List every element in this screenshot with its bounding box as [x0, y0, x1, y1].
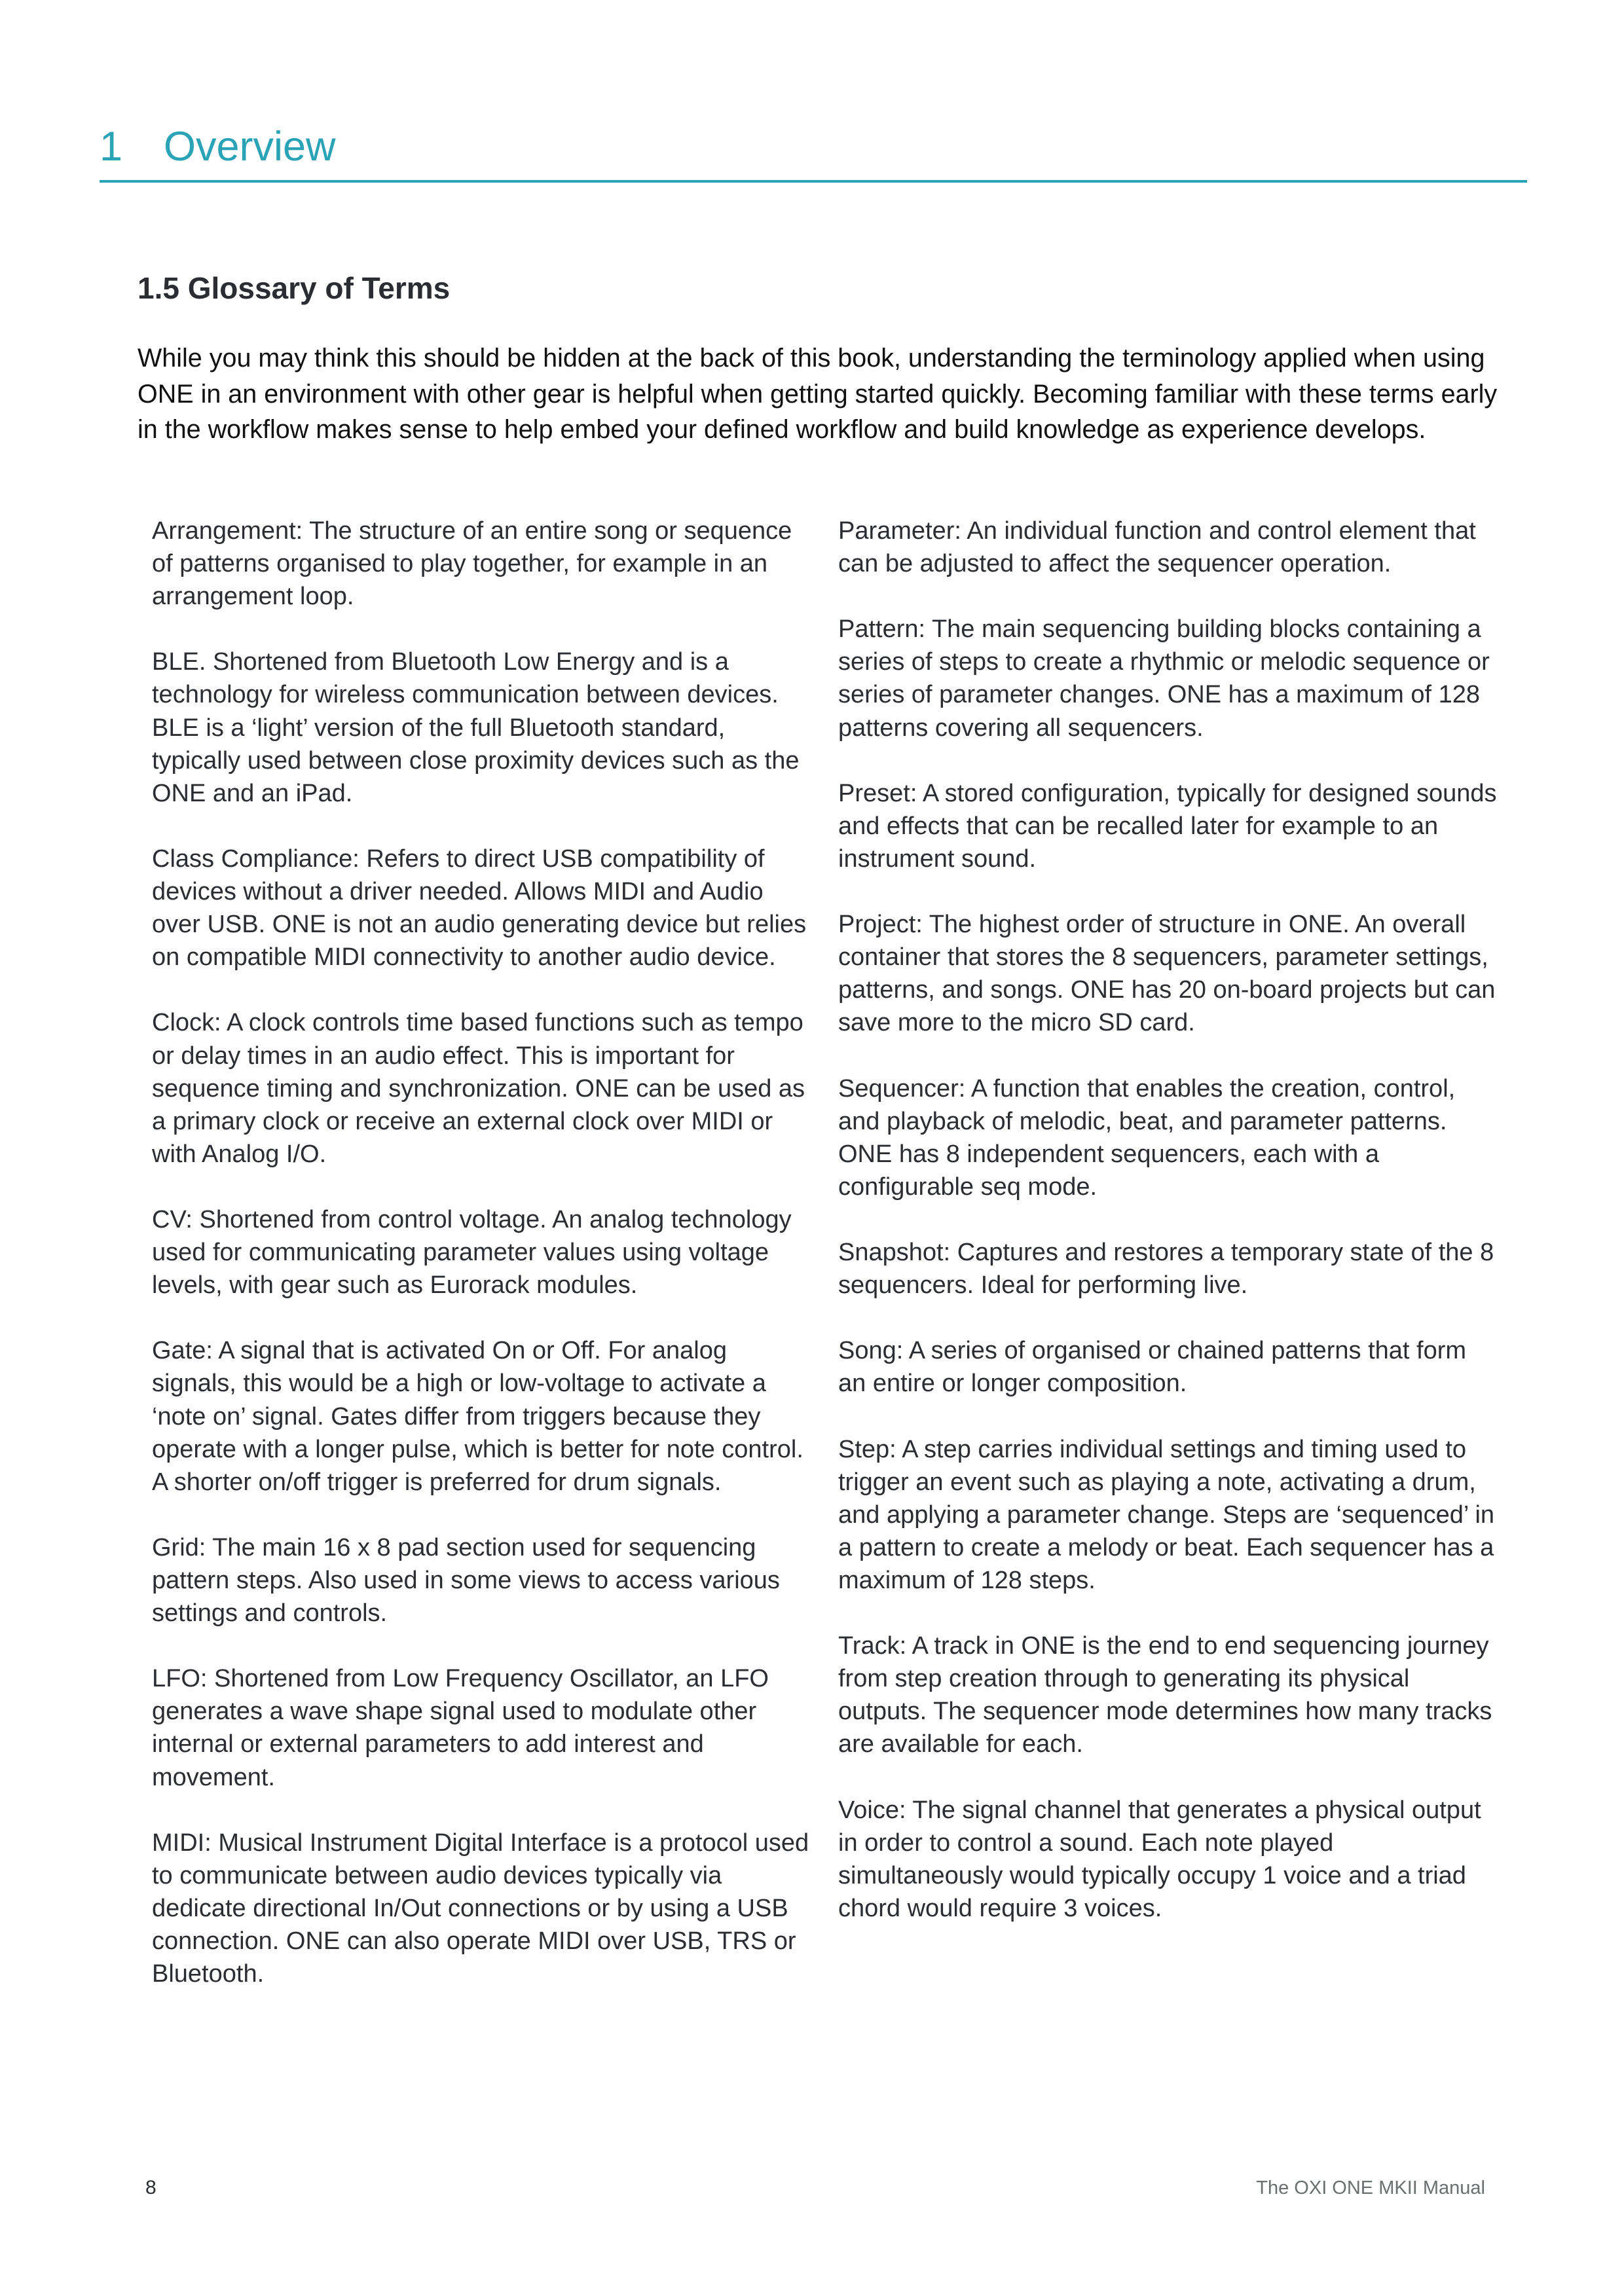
glossary-entry-snapshot: Snapshot: Captures and restores a temporary state of the 8 sequencers. Ideal for performing live.	[838, 1239, 1494, 1300]
glossary-entry-track: Track: A track in ONE is the end to end sequencing journey from step creation through to generating its physical outputs. The sequencer mode determines how many tracks are available for each.	[838, 1632, 1492, 1758]
chapter-number: 1	[100, 124, 123, 170]
glossary-entry-arrangement: Arrangement: The structure of an entire song or sequence of patterns organised to play together, for example in an arrangement loop.	[152, 517, 792, 611]
glossary-entry-sequencer: Sequencer: A function that enables the creation, control, and playback of melodic, beat, and parameter patterns. ONE has 8 independent sequencers, each with a configurable seq mode.	[838, 1074, 1456, 1201]
manual-title: The OXI ONE MKII Manual	[1256, 2178, 1485, 2198]
page-number: 8	[145, 2177, 157, 2198]
section-title: 1.5 Glossary of Terms	[138, 271, 451, 305]
glossary-entry-song: Song: A series of organised or chained patterns that form an entire or longer composition.	[838, 1337, 1467, 1398]
glossary-entry-ble: BLE. Shortened from Bluetooth Low Energy and is a technology for wireless communication between devices. BLE is a ‘light’ version of the full Bluetooth standard, typically used between close proximity devices such as the ONE and an iPad.	[152, 648, 800, 807]
glossary-column-left	[152, 515, 813, 2023]
glossary-entry-preset: Preset: A stored configuration, typically for designed sounds and effects that can be recalled later for example to an instrument sound.	[838, 779, 1497, 873]
glossary-entry-class-compliance: Class Compliance: Refers to direct USB compatibility of devices without a driver needed. Allows MIDI and Audio over USB. ONE is not an audio generating device but relies on compatible MIDI connectivity to another audio device.	[152, 845, 807, 972]
glossary-entry-midi: MIDI: Musical Instrument Digital Interface is a protocol used to communicate between audio devices typically via dedicate directional In/Out connections or by using a USB connection. ONE can also operate MIDI over USB, TRS or Bluetooth.	[152, 1829, 809, 1988]
glossary-entry-project: Project: The highest order of structure in ONE. An overall container that stores the 8 sequencers, parameter settings, patterns, and songs. ONE has 20 on-board projects but can save more to the micro SD card.	[838, 911, 1496, 1037]
chapter-header	[100, 120, 1527, 173]
glossary-entry-voice: Voice: The signal channel that generates a physical output in order to control a sound. Each note played simultaneously would typically occupy 1 voice and a triad chord would require 3 voices.	[838, 1796, 1481, 1922]
glossary-column-right	[838, 515, 1500, 1958]
glossary-entry-pattern: Pattern: The main sequencing building blocks containing a series of steps to create a rhythmic or melodic sequence or series of parameter changes. ONE has a maximum of 128 patterns covering all sequencers.	[838, 615, 1490, 742]
glossary-entry-grid: Grid: The main 16 x 8 pad section used for sequencing pattern steps. Also used in some views to access various settings and controls.	[152, 1533, 780, 1628]
glossary-entry-parameter: Parameter: An individual function and control element that can be adjusted to affect the sequencer operation.	[838, 517, 1476, 578]
glossary-entry-step: Step: A step carries individual settings and timing used to trigger an event such as playing a note, activating a drum, and applying a parameter change. Steps are ‘sequenced’ in a pattern to create a melody or beat. Each sequencer has a maximum of 128 steps.	[838, 1435, 1495, 1594]
glossary-entry-clock: Clock: A clock controls time based functions such as tempo or delay times in an audio effect. This is important for sequence timing and synchronization. ONE can be used as a primary clock or receive an external clock over MIDI or with Analog I/O.	[152, 1009, 805, 1168]
glossary-entry-lfo: LFO: Shortened from Low Frequency Oscillator, an LFO generates a wave shape signal used to modulate other internal or external parameters to add interest and movement.	[152, 1665, 769, 1791]
chapter-title: Overview	[164, 124, 336, 170]
section-intro: While you may think this should be hidden at the back of this book, understanding the terminology applied when using ONE in an environment with other gear is helpful when getting started quickly. Becoming familiar with these terms early in the workflow makes sense to help embed your defined workflow and build knowledge as experience develops.	[138, 344, 1498, 444]
glossary-entry-cv: CV: Shortened from control voltage. An analog technology used for communicating parameter values using voltage levels, with gear such as Eurorack modules.	[152, 1205, 792, 1300]
glossary-entry-gate: Gate: A signal that is activated On or Off. For analog signals, this would be a high or low-voltage to activate a ‘note on’ signal. Gates differ from triggers because they operate with a longer pulse, which is better for note control. A shorter on/off trigger is preferred for drum signals.	[152, 1337, 803, 1496]
chapter-divider	[100, 180, 1527, 183]
